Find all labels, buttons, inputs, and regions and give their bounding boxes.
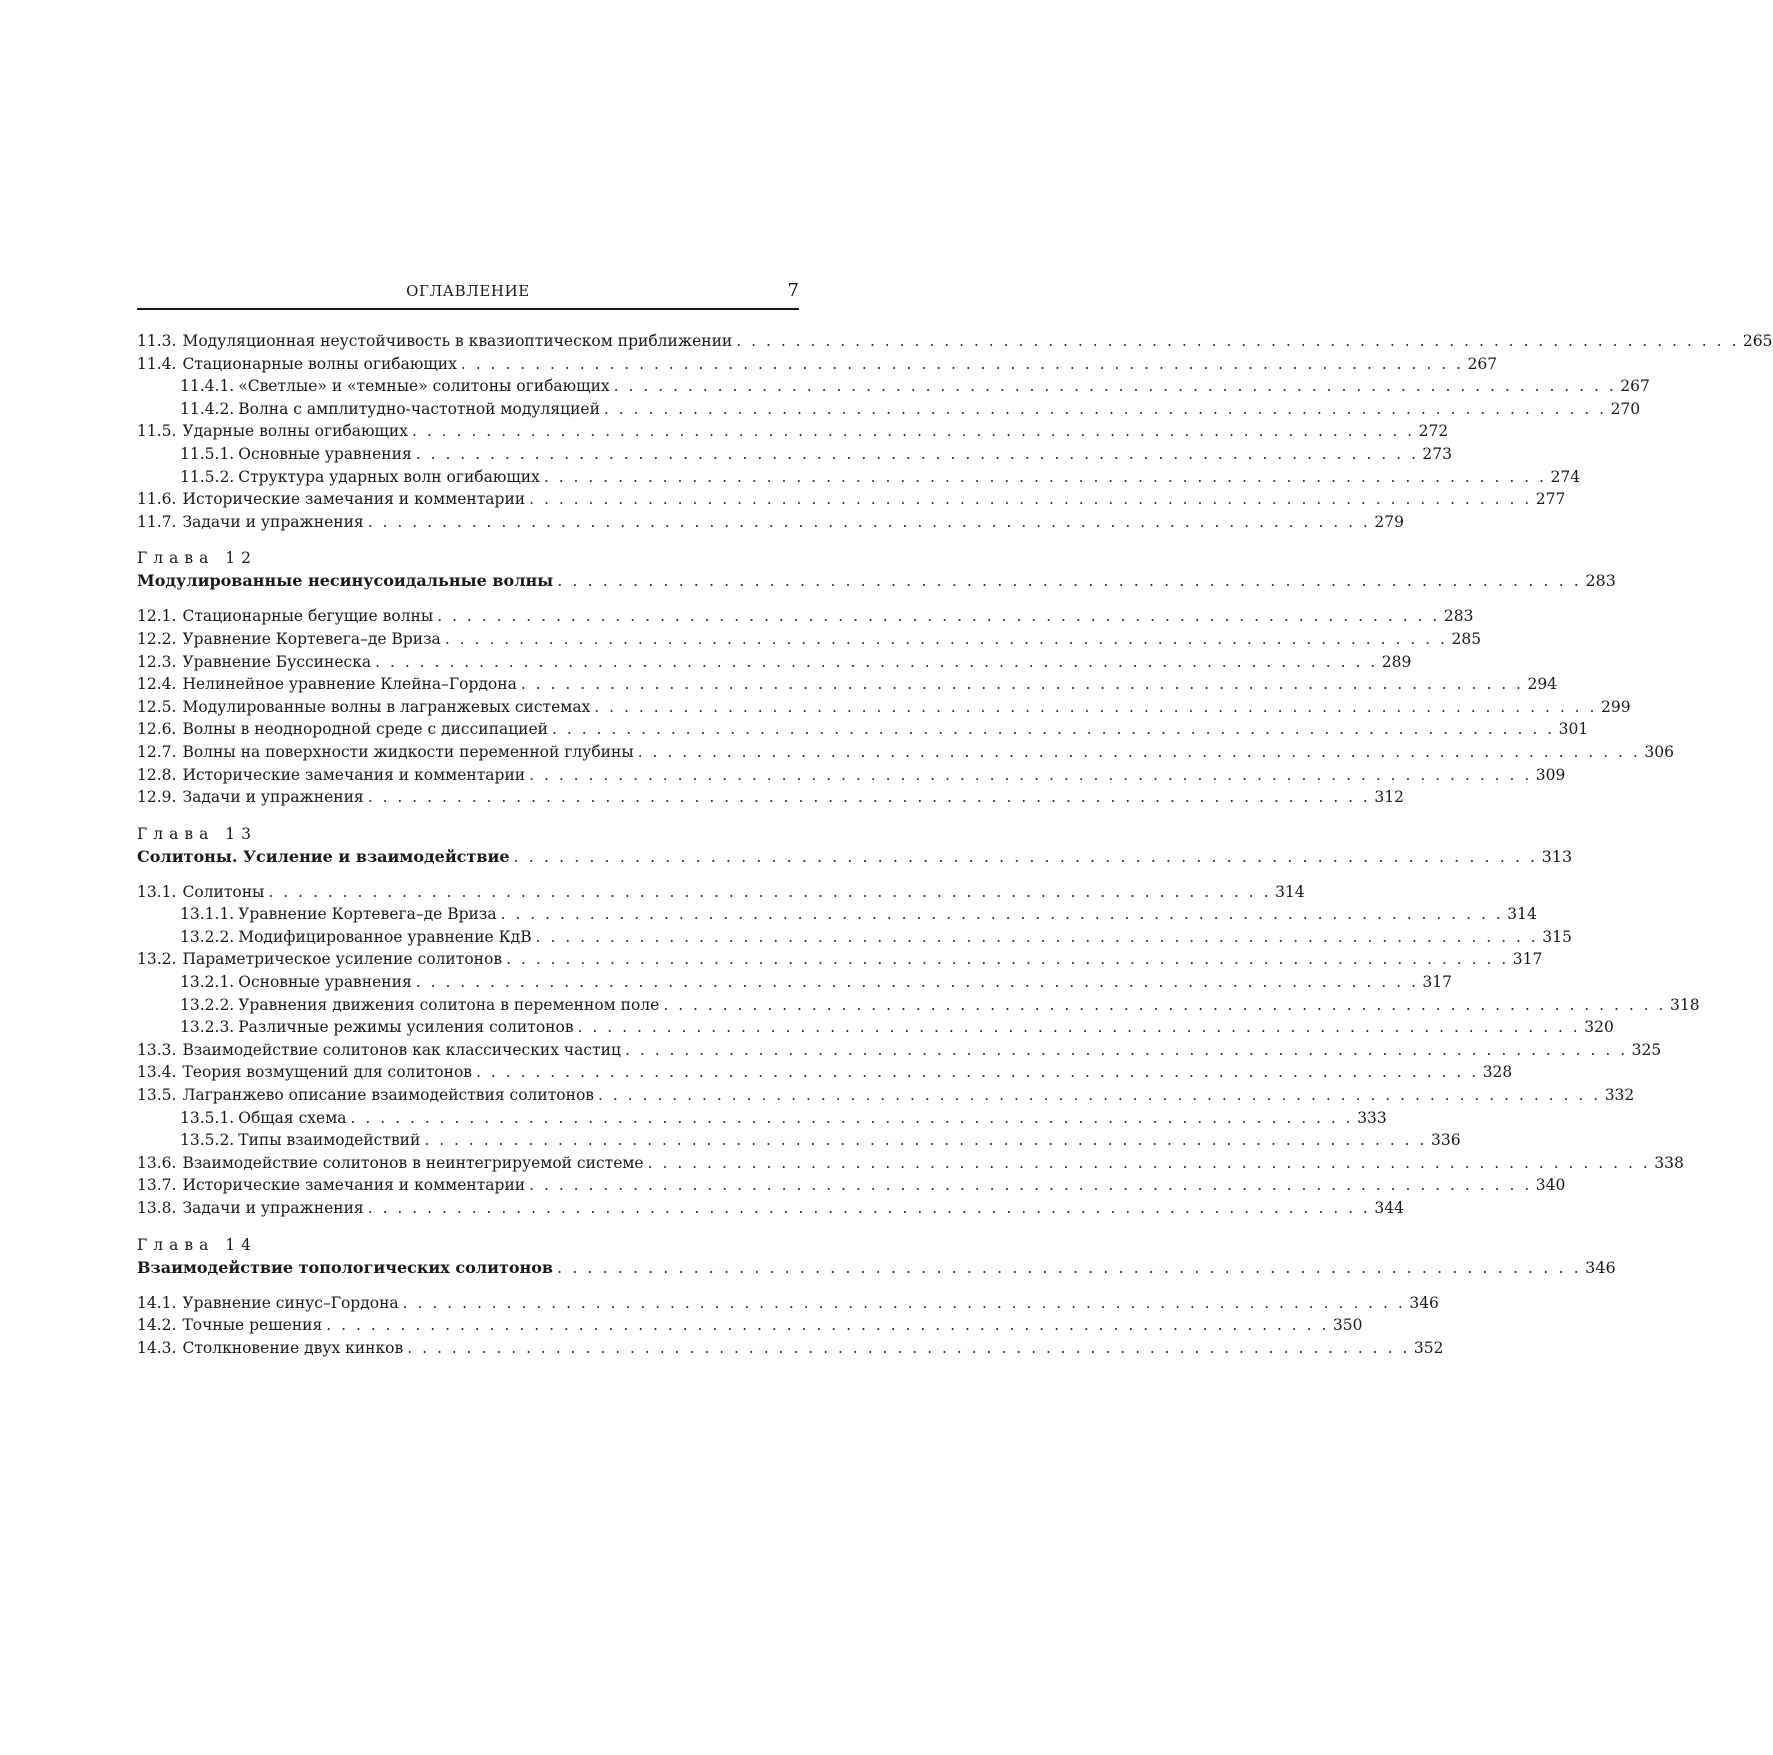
entry-page-number: 270 [1610,399,1641,418]
chapter-heading[interactable] [137,846,1573,873]
toc-subsection-entry[interactable] [137,1108,1387,1132]
entry-page-number: 314 [1275,882,1305,901]
entry-title: Исторические замечания и комментарии [182,490,526,509]
entry-number: 13.1. [137,882,177,901]
dot-leader [461,355,1464,373]
entry-number: 12.7. [137,742,177,761]
toc-section-entry[interactable] [137,950,1543,973]
dot-leader [614,377,1617,395]
toc-subsection-entry[interactable] [137,927,1572,951]
toc-section-entry[interactable] [137,490,1566,513]
entry-number: 11.4. [137,354,177,373]
entry-number: 11.5. [137,422,177,441]
dot-leader [529,766,1532,784]
entry-number: 12.3. [137,652,177,671]
entry-page-number: 277 [1535,490,1566,509]
entry-page-number: 338 [1654,1153,1684,1172]
chapter-label: Глава 14 [137,1235,257,1254]
dot-leader [412,422,1415,440]
entry-number: 12.2. [137,629,177,648]
dot-leader [368,788,1371,806]
entry-number: 11.7. [137,512,177,531]
dot-leader [529,490,1532,508]
dot-leader [368,513,1371,531]
dot-leader [578,1018,1581,1036]
entry-title: Уравнение Буссинеска [182,652,372,671]
toc-subsection-entry[interactable] [137,1018,1614,1041]
entry-number: 13.2.1. [180,973,235,992]
toc-section-entry[interactable] [137,675,1558,698]
dot-leader [604,400,1607,418]
dot-leader [368,1199,1371,1217]
entry-number: 13.1.1. [180,905,235,924]
toc-section-entry[interactable] [137,354,1498,378]
chapter-heading[interactable] [137,571,1616,597]
entry-title: Задачи и упражнения [182,512,364,531]
dot-leader [268,883,1271,901]
entry-title: Стационарные волны огибающих [182,354,457,373]
entry-number: 13.4. [137,1063,177,1082]
entry-page-number: 274 [1550,467,1581,486]
dot-leader [544,468,1547,486]
entry-page-number: 344 [1374,1199,1404,1217]
entry-number: 14.1. [137,1293,177,1312]
entry-number: 11.5.1. [180,444,235,463]
entry-page-number: 333 [1357,1108,1387,1127]
entry-page-number: 285 [1451,629,1482,648]
entry-number: 13.8. [137,1199,177,1217]
dot-leader [326,1316,1329,1334]
entry-title: Исторические замечания и комментарии [182,1176,526,1195]
toc-subsection-entry[interactable] [137,905,1537,928]
entry-title: Теория возмущений для солитонов [182,1063,473,1082]
entry-number: 13.6. [137,1153,177,1172]
entry-page-number: 325 [1631,1040,1662,1059]
chapter-label: Глава 13 [137,824,257,843]
entry-page-number: 318 [1670,995,1700,1014]
entry-number: 13.2.2. [180,995,235,1014]
entry-page-number: 267 [1467,354,1498,373]
entry-page-number: 340 [1535,1176,1566,1195]
entry-title: Столкновение двух кинков [182,1338,404,1357]
entry-page-number: 332 [1604,1086,1635,1105]
entry-number: 13.2.3. [180,1018,235,1037]
entry-page-number: 265 [1742,332,1773,350]
entry-title: Структура ударных волн огибающих [238,467,540,486]
toc-section-entry[interactable] [137,629,1482,653]
toc-subsection-entry[interactable] [137,973,1452,996]
toc-section-entry[interactable] [137,422,1449,445]
entry-number: 11.4.1. [180,377,235,396]
toc-section-entry[interactable] [137,652,1412,676]
entry-page-number: 267 [1620,377,1650,396]
entry-title: Уравнение Кортевега–де Вриза [182,629,441,648]
entry-page-number: 294 [1527,675,1558,694]
entry-number: 13.3. [137,1040,177,1059]
chapter-title: Модулированные несинусоидальные волны [137,571,554,591]
dot-leader [736,332,1739,350]
entry-title: Нелинейное уравнение Клейна–Гордона [182,675,517,694]
entry-page-number: 289 [1381,652,1412,671]
entry-number: 11.4.2. [180,399,235,418]
dot-leader [437,607,1440,625]
dot-leader [536,928,1539,946]
entry-page-number: 272 [1418,422,1449,441]
entry-page-number: 273 [1422,444,1452,463]
entry-page-number: 317 [1422,973,1452,992]
dot-leader [529,1176,1532,1194]
entry-page-number: 315 [1542,927,1572,946]
entry-page-number: 350 [1332,1316,1363,1335]
entry-page-number: 352 [1413,1338,1444,1357]
entry-title: «Светлые» и «темные» солитоны огибающих [238,377,610,396]
toc-section-entry[interactable] [137,788,1404,811]
entry-number: 12.5. [137,697,177,716]
entry-number: 14.2. [137,1316,177,1335]
dot-leader [648,1154,1651,1172]
toc-section-entry[interactable] [137,1153,1684,1177]
entry-title: Уравнение синус–Гордона [182,1293,399,1312]
entry-page-number: 283 [1443,607,1474,626]
entry-title: Исторические замечания и комментарии [182,765,526,784]
entry-title: Типы взаимодействий [238,1131,421,1150]
entry-title: Модуляционная неустойчивость в квазиоптическом приближении [182,332,733,350]
entry-number: 11.5.2. [180,467,235,486]
entry-title: Модифицированное уравнение КдВ [238,927,532,946]
chapter-heading[interactable] [137,1257,1616,1284]
chapter-label: Глава 12 [137,549,257,568]
chapter-page-number: 313 [1541,846,1573,866]
dot-leader [598,1086,1601,1104]
dot-leader [552,720,1555,738]
running-title: ОГЛАВЛЕНИЕ [406,282,530,300]
dot-leader [594,698,1597,716]
entry-title: Лагранжево описание взаимодействия солитонов [182,1086,595,1105]
chapter-page-number: 346 [1585,1257,1616,1277]
toc-section-entry[interactable] [137,1176,1566,1199]
entry-title: Общая схема [238,1108,347,1127]
dot-leader [638,743,1641,761]
page-header [137,282,799,310]
entry-number: 13.2. [137,950,177,969]
dot-leader [375,653,1378,671]
toc-subsection-entry[interactable] [137,399,1641,423]
dot-leader [557,571,1581,590]
entry-number: 12.1. [137,607,177,626]
entry-number: 11.6. [137,490,177,509]
entry-page-number: 320 [1584,1018,1614,1037]
chapter-title: Взаимодействие топологических солитонов [137,1257,554,1277]
entry-title: Модулированные волны в лагранжевых системах [182,697,591,716]
entry-title: Уравнение Кортевега–де Вриза [238,905,497,924]
entry-title: Волны в неоднородной среде с диссипацией [182,720,548,739]
toc-subsection-entry[interactable] [137,444,1452,468]
entry-page-number: 299 [1600,697,1631,716]
toc-section-entry[interactable] [137,1063,1513,1086]
toc-section-entry[interactable] [137,607,1474,630]
toc-section-entry[interactable] [137,1040,1662,1064]
dot-leader [424,1131,1427,1149]
entry-page-number: 328 [1482,1063,1513,1082]
entry-page-number: 279 [1374,512,1404,531]
toc-subsection-entry[interactable] [137,1131,1461,1154]
toc-section-entry[interactable] [137,512,1404,536]
chapter-title: Солитоны. Усиление и взаимодействие [137,846,510,866]
entry-number: 13.5.1. [180,1108,235,1127]
dot-leader [351,1109,1354,1127]
entry-title: Ударные волны огибающих [182,422,408,441]
entry-page-number: 314 [1507,905,1537,924]
table-of-contents [137,332,1773,1361]
dot-leader [416,445,1419,463]
entry-title: Взаимодействие солитонов в неинтегрируемой системе [182,1153,644,1172]
entry-number: 12.9. [137,788,177,807]
toc-section-entry[interactable] [137,697,1631,721]
toc-section-entry[interactable] [137,1086,1635,1109]
dot-leader [407,1339,1410,1357]
toc-subsection-entry[interactable] [137,995,1700,1019]
dot-leader [476,1063,1479,1081]
entry-page-number: 317 [1512,950,1543,969]
dot-leader [625,1041,1628,1059]
toc-section-entry[interactable] [137,1293,1439,1317]
entry-number: 12.6. [137,720,177,739]
toc-section-entry[interactable] [137,1316,1363,1339]
toc-section-entry[interactable] [137,1199,1404,1222]
toc-section-entry[interactable] [137,765,1566,789]
dot-leader [663,996,1666,1014]
entry-number: 13.2.2. [180,927,235,946]
entry-title: Задачи и упражнения [182,1199,364,1217]
entry-title: Параметрическое усиление солитонов [182,950,503,969]
entry-number: 13.5.2. [180,1131,235,1150]
entry-title: Солитоны [182,882,265,901]
entry-title: Волна с амплитудно-частотной модуляцией [238,399,600,418]
entry-title: Основные уравнения [238,973,412,992]
entry-page-number: 312 [1374,788,1404,807]
entry-number: 11.3. [137,332,177,350]
entry-title: Точные решения [182,1316,323,1335]
dot-leader [416,973,1419,991]
entry-number: 12.4. [137,675,177,694]
entry-number: 12.8. [137,765,177,784]
entry-title: Уравнения движения солитона в переменном поле [238,995,660,1014]
toc-subsection-entry[interactable] [137,377,1650,400]
entry-title: Волны на поверхности жидкости переменной глубины [182,742,634,761]
entry-title: Различные режимы усиления солитонов [238,1018,574,1037]
toc-section-entry[interactable] [137,720,1589,743]
dot-leader [521,675,1524,693]
chapter-page-number: 283 [1585,571,1616,591]
dot-leader [506,950,1509,968]
toc-section-entry[interactable] [137,332,1773,355]
dot-leader [514,847,1538,866]
dot-leader [403,1294,1406,1312]
entry-page-number: 336 [1431,1131,1461,1150]
dot-leader [445,630,1448,648]
entry-number: 14.3. [137,1338,177,1357]
entry-title: Стационарные бегущие волны [182,607,434,626]
toc-subsection-entry[interactable] [137,467,1581,491]
entry-page-number: 346 [1409,1293,1439,1312]
page-number: 7 [787,280,799,301]
entry-title: Основные уравнения [238,444,412,463]
entry-page-number: 306 [1644,742,1674,761]
toc-section-entry[interactable] [137,882,1305,906]
toc-section-entry[interactable] [137,742,1674,766]
entry-title: Взаимодействие солитонов как классических частиц [182,1040,621,1059]
entry-page-number: 301 [1558,720,1589,739]
dot-leader [501,905,1504,923]
dot-leader [557,1258,1581,1277]
entry-title: Задачи и упражнения [182,788,364,807]
entry-page-number: 309 [1535,765,1566,784]
toc-section-entry[interactable] [137,1338,1444,1362]
entry-number: 13.5. [137,1086,177,1105]
entry-number: 13.7. [137,1176,177,1195]
